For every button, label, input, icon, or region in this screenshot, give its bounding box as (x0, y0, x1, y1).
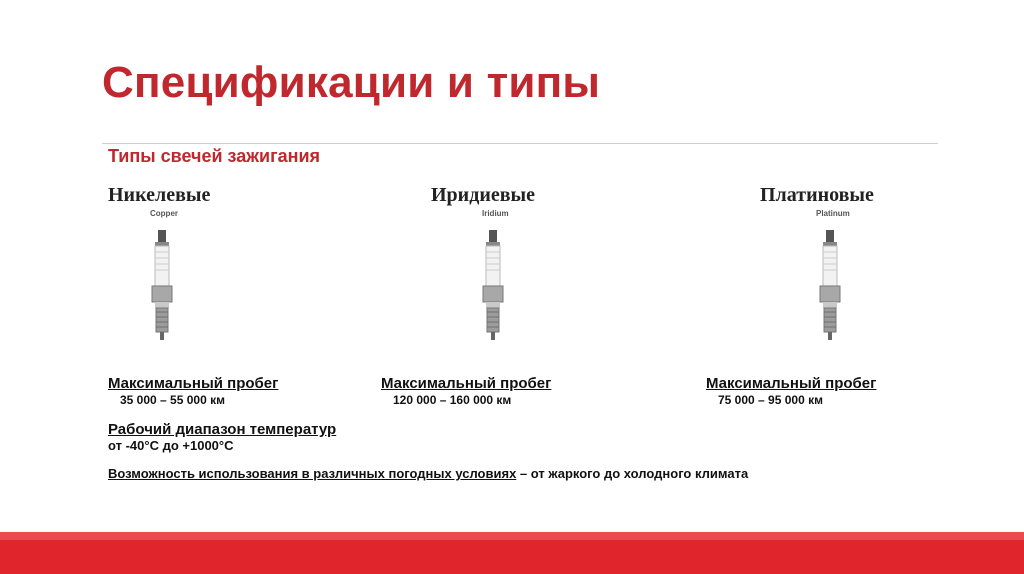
bottom-accent-band (0, 532, 1024, 540)
mileage-value-iridium: 120 000 – 160 000 км (393, 393, 512, 407)
plug-label-platinum: Platinum (816, 209, 850, 218)
plug-label-iridium: Iridium (482, 209, 509, 218)
weather-note-underlined: Возможность использования в различных погодных условиях (108, 466, 517, 481)
mileage-value-nickel: 35 000 – 55 000 км (120, 393, 225, 407)
plug-label-copper: Copper (150, 209, 178, 218)
type-heading-iridium: Иридиевые (431, 184, 536, 206)
weather-note (108, 466, 898, 482)
temperature-title: Рабочий диапазон температур (108, 421, 337, 438)
mileage-value-platinum: 75 000 – 95 000 км (718, 393, 823, 407)
type-heading-nickel: Никелевые (108, 184, 211, 206)
spark-plug-image-platinum (810, 222, 850, 352)
mileage-title-platinum: Максимальный пробег (706, 375, 877, 392)
mileage-title-iridium: Максимальный пробег (381, 375, 552, 392)
mileage-title-nickel: Максимальный пробег (108, 375, 279, 392)
bottom-accent-bar (0, 532, 1024, 574)
slide-title: Спецификации и типы (102, 58, 601, 107)
temperature-value: от -40°С до +1000°С (108, 438, 234, 453)
spark-plug-image-nickel (142, 222, 182, 352)
weather-note-rest: – от жаркого до холодного климата (516, 466, 749, 481)
spark-plug-image-iridium (473, 222, 513, 352)
title-divider (102, 143, 938, 144)
slide-subtitle: Типы свечей зажигания (108, 146, 321, 166)
type-heading-platinum: Платиновые (760, 184, 874, 206)
